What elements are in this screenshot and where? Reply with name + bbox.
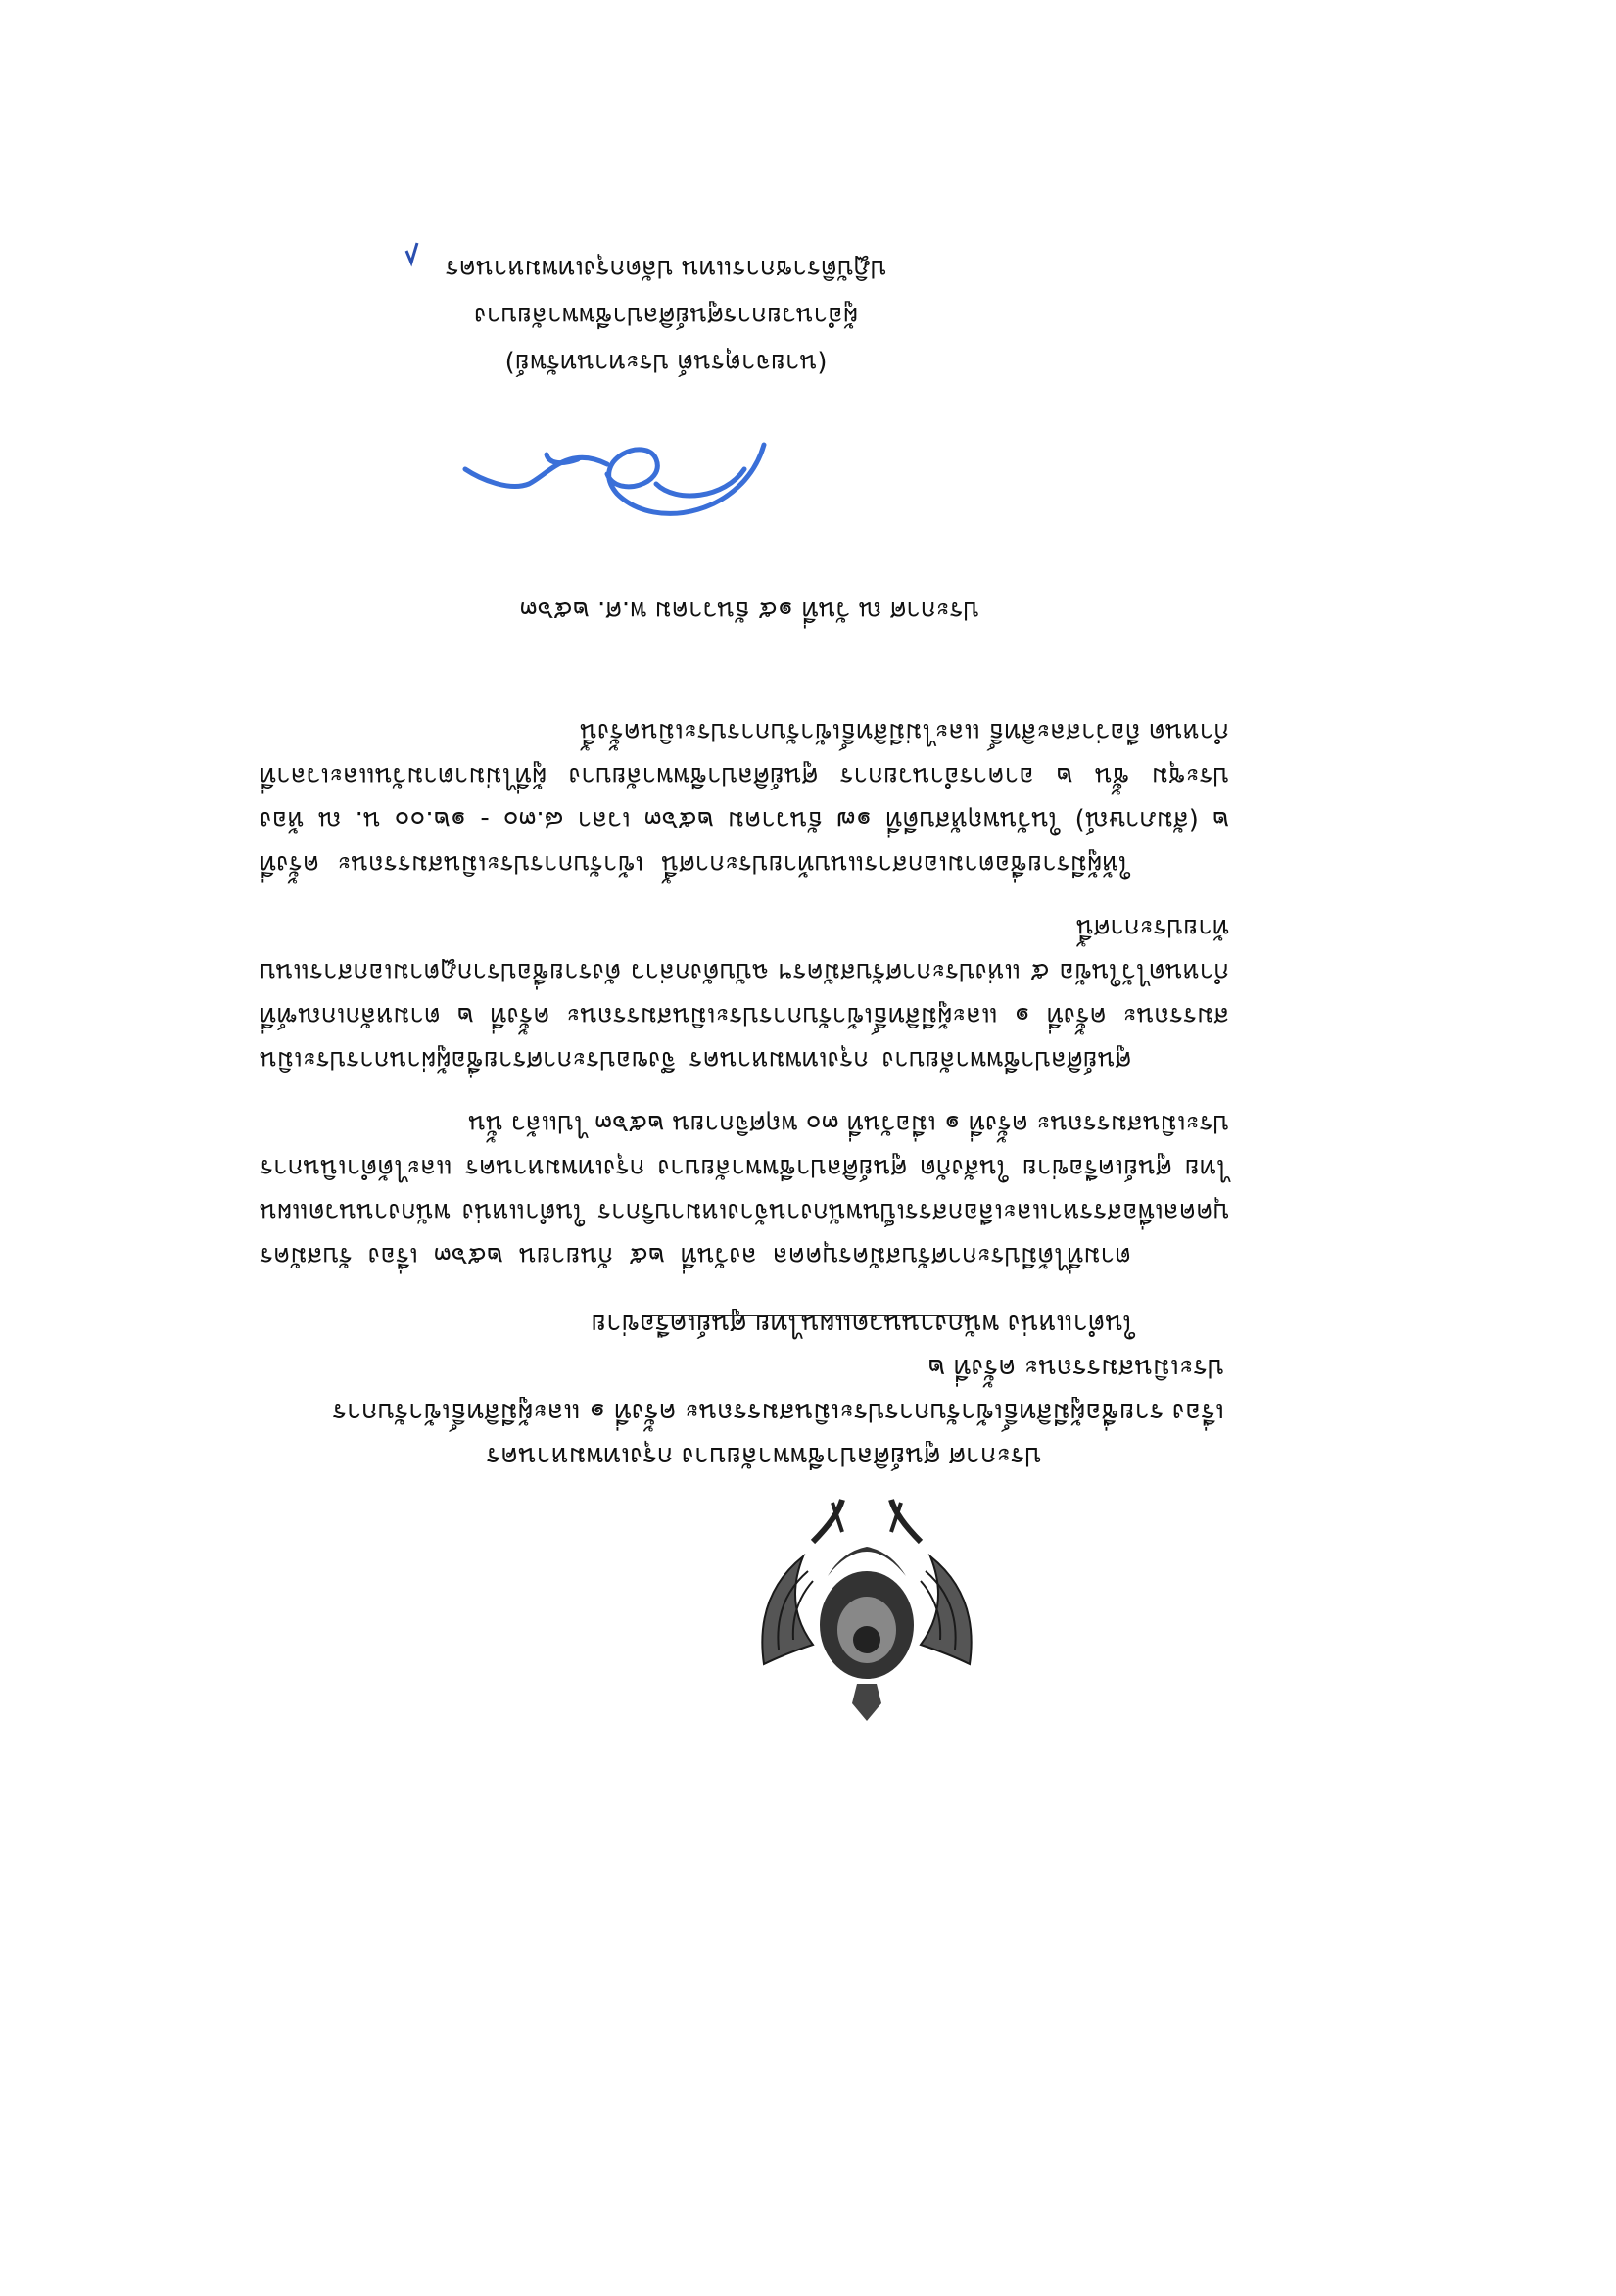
announcement-body — [260, 690, 1229, 1277]
signer-name: (นายจาตุรนต์ ประทานทรัพย์) — [504, 348, 828, 377]
announcement-subject-continued: ในตำแหน่ง พนักงานนวดแผนไทย ศูนย์เครือข่าย — [591, 1309, 1136, 1339]
garuda-emblem-icon — [744, 1498, 989, 1723]
ink-tick-mark — [402, 239, 421, 268]
body-paragraph: ศูนย์ศิลปาชีพพาลัยบาง กรุงเทพมหานคร จึงขอประกาศรายชื่อผู้ผ่านการประเมินสมรรถนะ ครั้งที่ ๑ และผู้มีสิทธิ์เข้ารับการประเมินสมรรถนะ ครั้งที่ ๒ ตามหลักเกณฑ์ที่กำหนดไว้ในข้อ ๕ แห่งประกาศรับสมัครฯ ฉบับดังกล่าว ดังรายชื่อปรากฏตามเอกสารแนบท้ายประกาศนี้ — [260, 913, 1229, 1075]
header-divider — [646, 1315, 970, 1316]
signer-block — [421, 245, 911, 386]
announcement-header — [304, 1302, 1224, 1478]
announcement-title: ประกาศ ศูนย์ศิลปาชีพพาลัยบาง กรุงเทพมหานคร — [486, 1441, 1042, 1471]
handwritten-signature — [451, 396, 803, 552]
announcement-subject: เรื่อง รายชื่อผู้มีสิทธิ์เข้ารับการประเมินสมรรถนะ ครั้งที่ ๑ และผู้มีสิทธิ์เข้ารับการประเมินสมรรถนะ ครั้งที่ ๒ — [332, 1353, 1224, 1427]
body-paragraph: ตามที่ได้มีประกาศรับสมัครบุคคล ลงวันที่ ๒๕ กันยายน ๒๕๖๓ เรื่อง รับสมัครบุคคลเพื่อสรรหาและเลือกสรรเป็นพนักงานจ้างเหมาบริการ ในตำแหน่ง พนักงานนวดแผนไทย ศูนย์เครือข่าย ในสังกัด ศูนย์ศิลปาชีพพาลัยบาง กรุงเทพมหานคร และได้ดำเนินการประเมินสมรรถนะ ครั้งที่ ๑ เมื่อวันที่ ๓๐ พฤศจิกายน ๒๕๖๓ ไปแล้ว นั้น — [260, 1109, 1229, 1270]
signer-position: ผู้อำนวยการศูนย์ศิลปาชีพพาลัยบาง — [474, 301, 858, 330]
announcement-date: ประกาศ ณ วันที่ ๑๕ ธันวาคม พ.ศ. ๒๕๖๓ — [519, 596, 979, 625]
signer-position-acting: ปฏิบัติราชการแทน ปลัดกรุงเทพมหานคร — [445, 254, 887, 283]
body-paragraph: ให้ผู้มีรายชื่อตามเอกสารแนบท้ายประกาศนี้ เข้ารับการประเมินสมรรถนะ ครั้งที่ ๒ (สัมภาษณ์) ในวันพฤหัสบดีที่ ๑๗ ธันวาคม ๒๕๖๓ เวลา ๘.๓๐ - ๑๒.๐๐ น. ณ ห้องประชุม ชั้น ๒ อาคารอำนวยการ ศูนย์ศิลปาชีพพาลัยบาง ผู้ที่ไม่มาตามวันและเวลาที่กำหนด ถือว่าสละสิทธิ์ และไม่มีสิทธิ์เข้ารับการประเมินครั้งนี้ — [260, 717, 1229, 879]
